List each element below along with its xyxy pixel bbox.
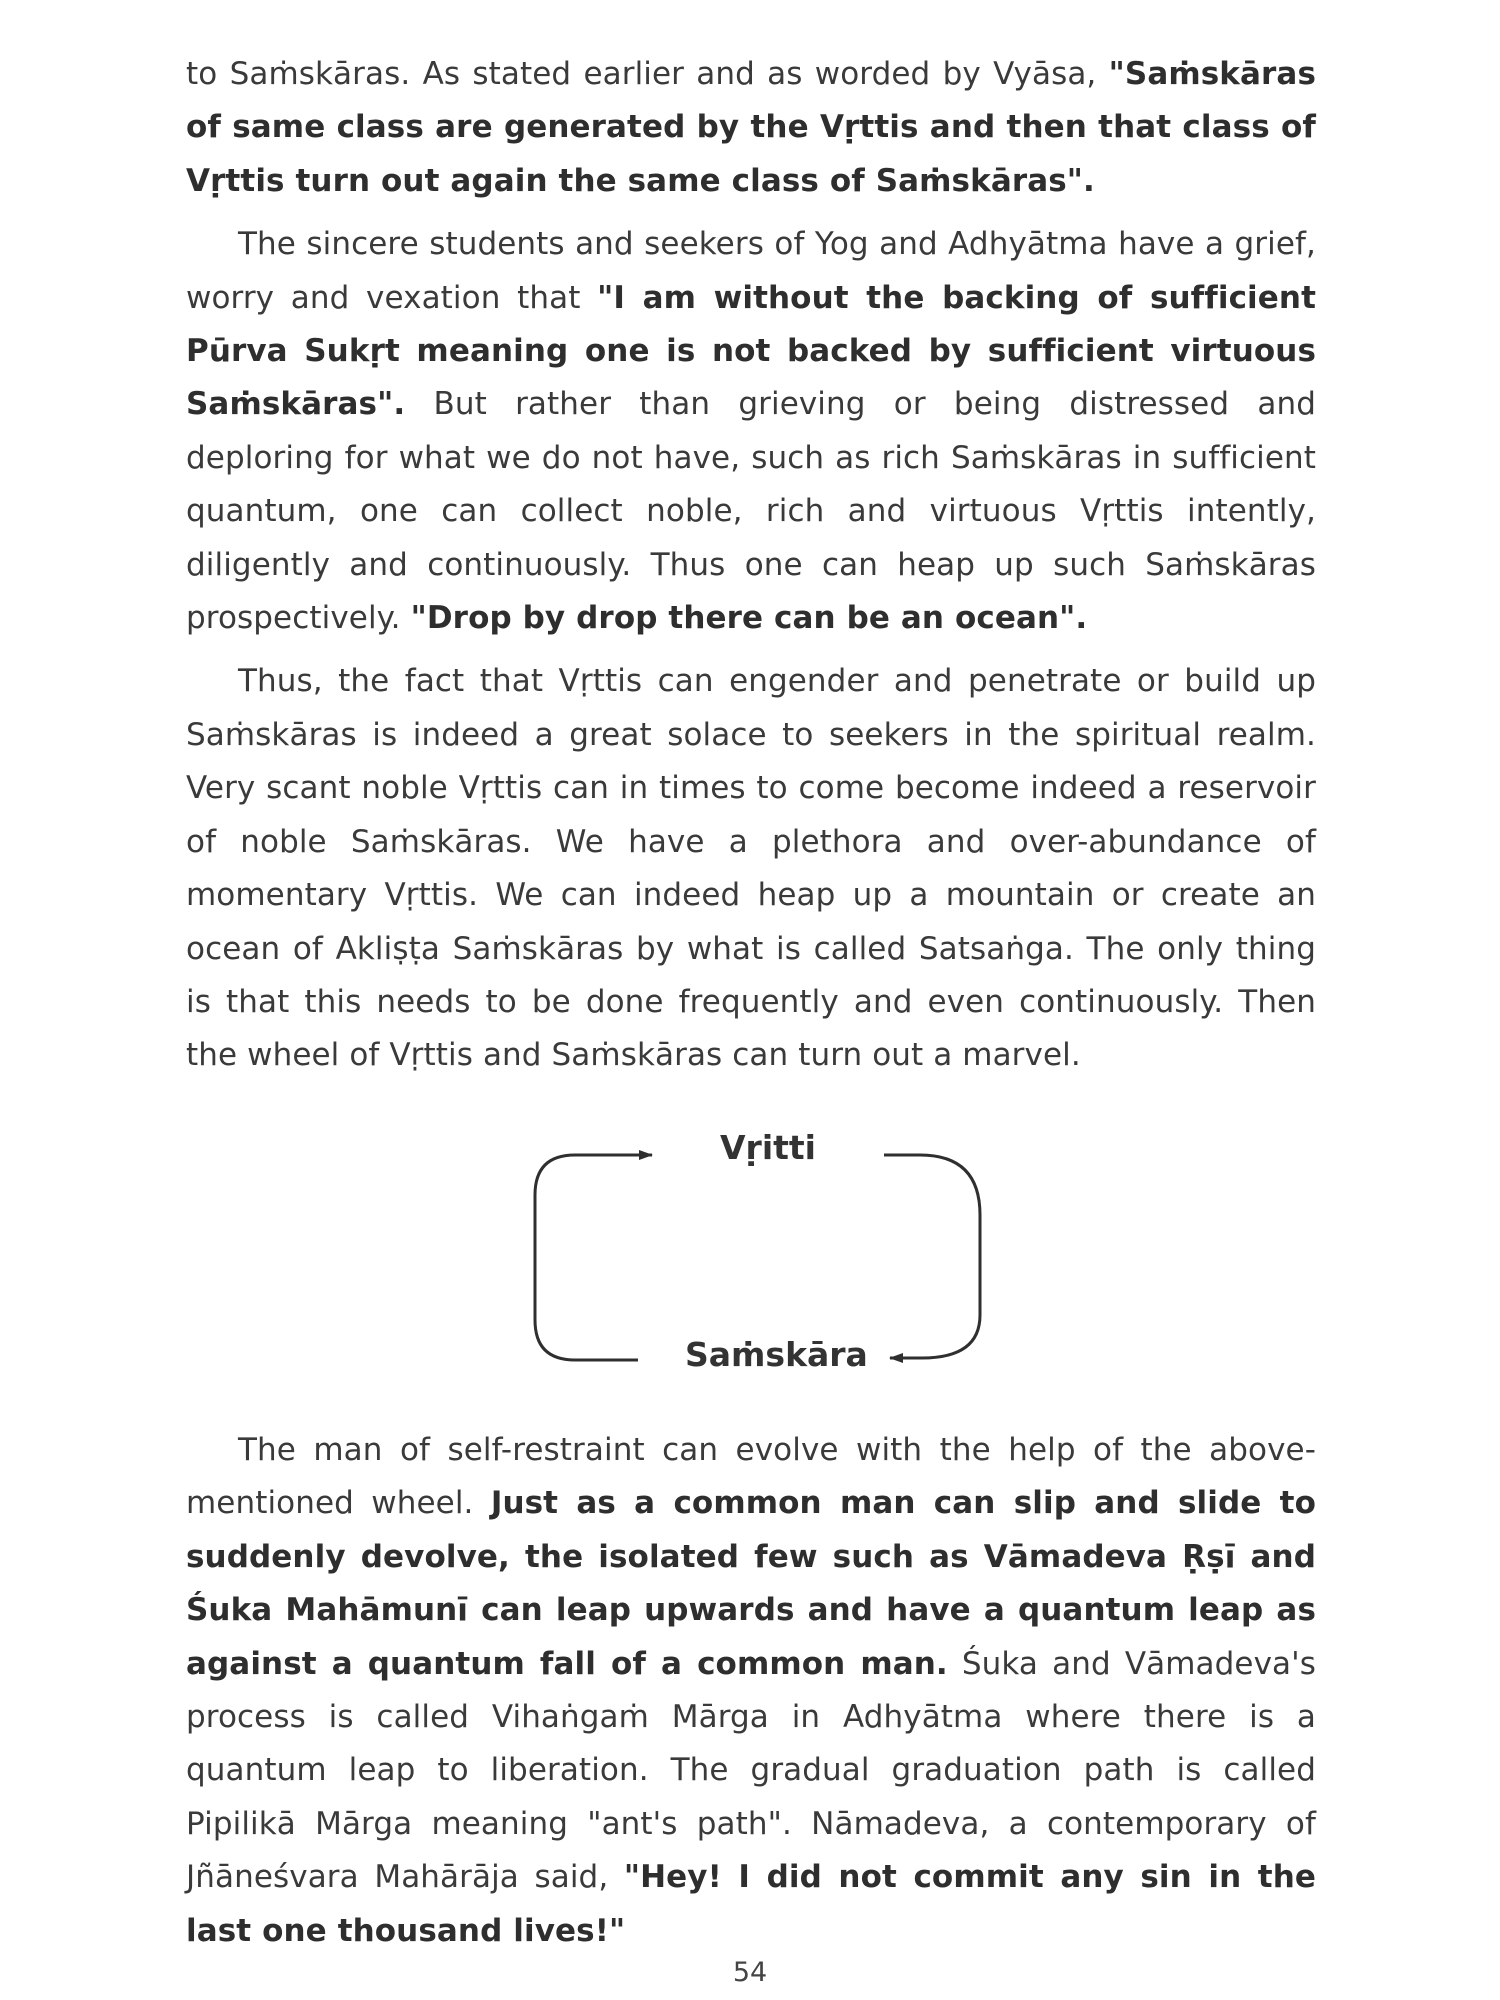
paragraph-4 — [186, 1424, 1316, 1958]
paragraph-1 — [186, 48, 1316, 208]
paragraph-2-quote-b: "Drop by drop there can be an ocean". — [410, 600, 1088, 637]
arrow-left-to-vritti — [535, 1155, 652, 1360]
paragraph-2 — [186, 218, 1316, 645]
vritti-label: Vṛitti — [720, 1128, 816, 1167]
paragraph-2-text-a: The sincere students and seekers of Yog and Adhyātma have a grief, worry and vexation that — [186, 226, 1316, 316]
page-number: 54 — [732, 1957, 768, 1988]
arrow-right-to-samskara — [884, 1155, 980, 1358]
paragraph-2-text-b: But rather than grieving or being distressed and deploring for what we do not have, such as rich Saṁskāras in sufficient quantum, one can collect noble, rich and virtuous Vṛttis intently, diligently and continuously. Thus one can heap up such Saṁskāras prospectively. — [186, 386, 1316, 637]
paragraph-4-text-b: Śuka and Vāmadeva's process is called Vihaṅgaṁ Mārga in Adhyātma where there is a quantum leap to liberation. The gradual graduation path is called Pipilikā Mārga meaning "ant's path". Nāmadeva, a contemporary of Jñāneśvara Mahārāja said, — [186, 1645, 1316, 1896]
paragraph-3 — [186, 655, 1316, 1082]
page-body — [186, 48, 1316, 1083]
vritti-samskara-cycle-diagram — [520, 1100, 1000, 1400]
paragraph-4-bold-a: Just as a common man can slip and slide to suddenly devolve, the isolated few such as Vāmadeva Ṛṣī and Śuka Mahāmunī can leap upwards and have a quantum leap as against a quantum fall of a common man. — [186, 1485, 1316, 1682]
paragraph-4-text-a: The man of self-restraint can evolve with the help of the above-mentioned wheel. — [186, 1432, 1316, 1522]
paragraph-1-text: to Saṁskāras. As stated earlier and as worded by Vyāsa, — [186, 56, 1109, 92]
paragraph-3-text: Thus, the fact that Vṛttis can engender and penetrate or build up Saṁskāras is indeed a great solace to seekers in the spiritual realm. Very scant noble Vṛttis can in times to come become indeed a reservoir of noble Saṁskāras. We have a plethora and over-abundance of momentary Vṛttis. We can indeed heap up a mountain or create an ocean of Akliṣṭa Saṁskāras by what is called Satsaṅga. The only thing is that this needs to be done frequently and even continuously. Then the wheel of Vṛttis and Saṁskāras can turn out a marvel. — [186, 663, 1316, 1074]
page-body-lower — [186, 1424, 1316, 1958]
samskara-label: Saṁskāra — [685, 1335, 868, 1374]
paragraph-2-quote-a: "I am without the backing of sufficient Pūrva Sukṛt meaning one is not backed by sufficient virtuous Saṁskāras". — [186, 279, 1316, 423]
paragraph-4-quote: "Hey! I did not commit any sin in the last one thousand lives!" — [186, 1859, 1316, 1949]
paragraph-1-quote: "Saṁskāras of same class are generated by the Vṛttis and then that class of Vṛttis turn out again the same class of Saṁskāras". — [186, 56, 1316, 199]
